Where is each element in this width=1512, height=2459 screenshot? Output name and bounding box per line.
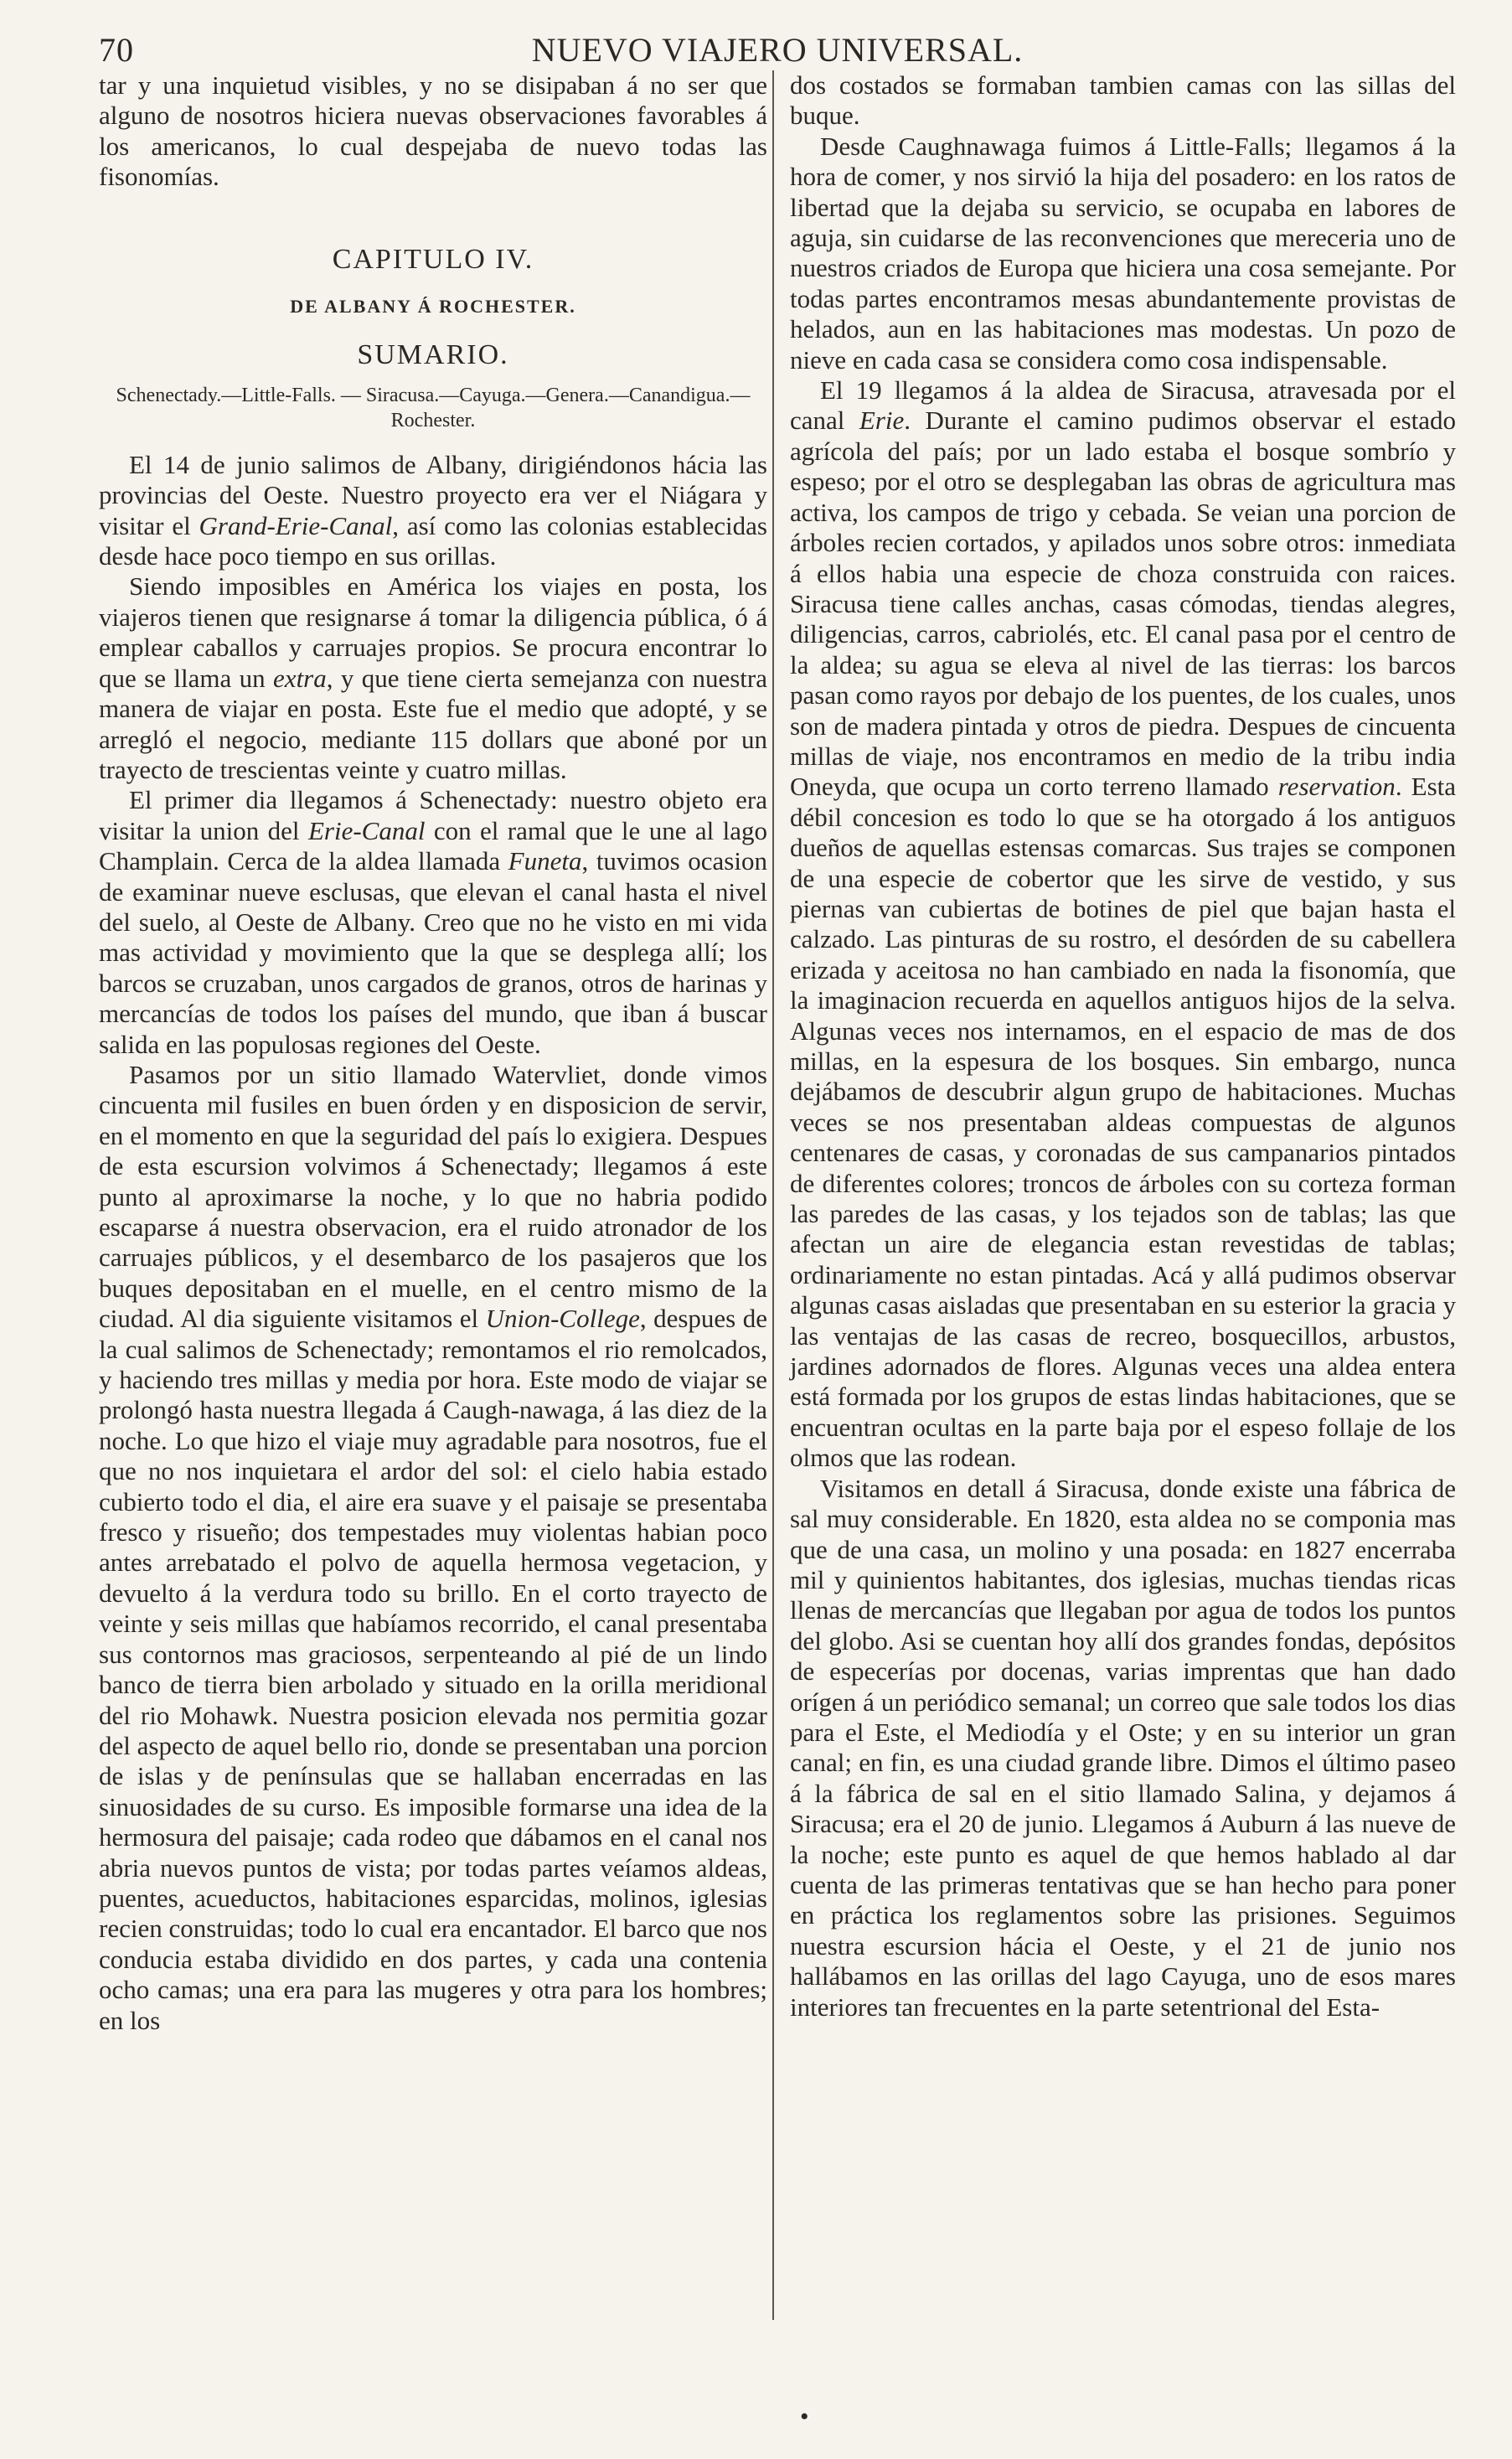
- continuation-paragraph: tar y una inquietud visibles, y no se disipaban á no ser que alguno de nosotros hiciera nuevas observaciones favorables á los americanos, lo cual despejaba de nuevo todas las fisonomías.: [99, 70, 767, 192]
- continuation-paragraph: dos costados se formaban tambien camas con las sillas del buque.: [790, 70, 1456, 131]
- right-column: [790, 70, 1456, 2022]
- running-title: NUEVO VIAJERO UNIVERSAL.: [531, 31, 1024, 69]
- paragraph: El primer dia llegamos á Schenectady: nuestro objeto era visitar la union del Erie-Canal con el ramal que le une al lago Champlain. Cerca de la aldea llamada Funeta, tuvimos ocasion de examinar nueve esclusas, que elevan el canal hasta el nivel del suelo, al Oeste de Albany. Creo que no he visto en mi vida mas actividad y movimiento que la que se desplega allí; los barcos se cruzaban, unos cargados de granos, otros de harinas y mercancías de todos los países del mundo, que iban á buscar salida en las populosas regiones del Oeste.: [99, 785, 767, 1059]
- paragraph: Visitamos en detall á Siracusa, donde existe una fábrica de sal muy considerable. En 1820, esta aldea no se componia mas que de una casa, un molino y una posada: en 1827 encerraba mil y quinientos habitantes, dos iglesias, muchas tiendas ricas llenas de mercancías que llegaban por agua de todos los puntos del globo. Asi se cuentan hoy allí dos grandes fondas, depósitos de especerías por docenas, varias imprentas que han dado orígen á un periódico semanal; un correo que sale todos los dias para el Este, el Mediodía y el Oste; y en su interior un gran canal; en fin, es una ciudad grande libre. Dimos el último paseo á la fábrica de sal en el sitio llamado Salina, y dejamos á Siracusa; era el 20 de junio. Llegamos á Auburn á las nueve de la noche; este punto es aquel de que hemos hablado al dar cuenta de las primeras tentativas que se han hecho para poner en práctica los reglamentos sobre las prisiones. Seguimos nuestra escursion hácia el Oeste, y el 21 de junio nos hallábamos en las orillas del lago Cayuga, uno de esos mares interiores tan frecuentes en la parte setentrional del Esta-: [790, 1473, 1456, 2022]
- sumario-text: Schenectady.—Little-Falls. — Siracusa.—Cayuga.—Genera.—Canandigua.—Rochester.: [116, 384, 751, 431]
- left-column: [99, 70, 767, 2036]
- paragraph: Siendo imposibles en América los viajes en posta, los viajeros tienen que resignarse á tomar la diligencia pública, ó á emplear caballos y carruajes propios. Se procura encontrar lo que se llama un extra, y que tiene cierta semejanza con nuestra manera de viajar en posta. Este fue el medio que adopté, y se arregló el negocio, mediante 115 dollars que aboné por un trayecto de trescientas veinte y cuatro millas.: [99, 571, 767, 784]
- footer-mark: •: [800, 2403, 809, 2431]
- paragraph: El 14 de junio salimos de Albany, dirigiéndonos hácia las provincias del Oeste. Nuestro proyecto era ver el Niágara y visitar el Grand-Erie-Canal, así como las colonias establecidas desde hace poco tiempo en sus orillas.: [99, 449, 767, 571]
- paragraph: El 19 llegamos á la aldea de Siracusa, atravesada por el canal Erie. Durante el camino pudimos observar el estado agrícola del país; por un lado estaba el bosque sombrío y espeso; por el otro se desplegaban las obras de agricultura mas activa, los campos de trigo y cebada. Se veian una porcion de árboles recien cortados, y apilados unos sobre otros: inmediata á ellos habia una especie de choza construida con raices. Siracusa tiene calles anchas, casas cómodas, tiendas alegres, diligencias, carros, cabriolés, etc. El canal pasa por el centro de la aldea; su agua se eleva al nivel de las tierras: los barcos pasan como rayos por debajo de los puentes, de los cuales, unos son de madera pintada y otros de piedra. Despues de cincuenta millas de viaje, nos encontramos en medio de la tribu india Oneyda, que ocupa un corto terreno llamado reservation. Esta débil concesion es todo lo que se ha otorgado á los antiguos dueños de aquellas estensas comarcas. Sus trajes se componen de una especie de cobertor que les sirve de vestido, y sus piernas van cubiertas de botines de piel que bajan hasta el calzado. Las pinturas de su rostro, el desórden de su cabellera erizada y aceitosa no han cambiado en nada la fisonomía, que la imaginacion recuerda en aquellos antiguos hijos de la selva. Algunas veces nos internamos, en el espacio de mas de dos millas, en la espesura de los bosques. Sin embargo, nunca dejábamos de descubrir algun grupo de habitaciones. Muchas veces se nos presentaban aldeas compuestas de algunos centenares de casas, y coronadas de sus campanarios pintados de diferentes colores; troncos de árboles con su corteza forman las paredes de las casas, y los tejados son de tablas; las que afectan un aire de elegancia estan revestidas de tablas; ordinariamente no estan pintadas. Acá y allá pudimos observar algunas casas aisladas que presentaban en su esterior la gracia y las ventajas de las casas de recreo, bosquecillos, arbustos, jardines adornados de flores. Algunas veces una aldea entera está formada por los grupos de estas lindas habitaciones, que se encuentran ocultas en la parte baja por el espeso follaje de los olmos que las rodean.: [790, 375, 1457, 1473]
- column-rule: [772, 70, 774, 2320]
- sumario-heading: SUMARIO.: [357, 339, 509, 371]
- paragraph: Pasamos por un sitio llamado Watervliet, donde vimos cincuenta mil fusiles en buen órden y en disposicion de servir, en el momento en que la seguridad del país lo exigiera. Despues de esta escursion volvimos á Schenectady; llegamos á este punto al aproximarse la noche, y lo que no habria podido escaparse á nuestra observacion, era el ruido atronador de los carruajes públicos, y el desembarco de los pasajeros que los buques depositaban en el muelle, en el centro mismo de la ciudad. Al dia siguiente visitamos el Union-College, despues de la cual salimos de Schenectady; remontamos el rio remolcados, y haciendo tres millas y media por hora. Este modo de viajar se prolongó hasta nuestra llegada á Caugh-nawaga, á las diez de la noche. Lo que hizo el viaje muy agradable para nosotros, fue el que no nos inquietara el ardor del sol: el cielo habia estado cubierto todo el dia, el aire era suave y el paisaje se presentaba fresco y risueño; dos tempestades muy violentas habian poco antes arrebatado el polvo de aquella hermosa vegetacion, y devuelto á la verdura todo su brillo. En el corto trayecto de veinte y seis millas que habíamos recorrido, el canal presentaba sus contornos mas graciosos, serpenteando al pié de un lindo banco de tierra bien arbolado y situado en la orilla meridional del rio Mohawk. Nuestra posicion elevada nos permitia gozar del aspecto de aquel bello rio, donde se presentaban una porcion de islas y de penínsulas que se hallaban encerradas en las sinuosidades de su curso. Es imposible formarse una idea de la hermosura del paisaje; cada rodeo que dábamos en el canal nos abria nuevos puntos de vista; por todas partes veíamos aldeas, puentes, acueductos, habitaciones esparcidas, molinos, iglesias recien construidas; todo lo cual era encantador. El barco que nos conducia estaba dividido en dos partes, y cada una contenia ocho camas; una era para las mugeres y otra para los hombres; en los: [99, 1059, 767, 2035]
- chapter-title: CAPITULO IV.: [332, 243, 534, 275]
- chapter-subtitle: DE ALBANY Á ROCHESTER.: [290, 296, 576, 318]
- page-number: 70: [99, 31, 134, 69]
- page-header: [99, 25, 1456, 75]
- paragraph: Desde Caughnawaga fuimos á Little-Falls; llegamos á la hora de comer, y nos sirvió la hija del posadero: en los ratos de libertad que la dejaba su servicio, se ocupaba en labores de aguja, sin cuidarse de las reconvenciones que mereceria uno de nuestros criados de Europa que hiciera una cosa semejante. Por todas partes encontramos mesas abundantemente provistas de helados, aun en las habitaciones mas modestas. Un pozo de nieve en cada casa se considera como cosa indispensable.: [790, 131, 1456, 375]
